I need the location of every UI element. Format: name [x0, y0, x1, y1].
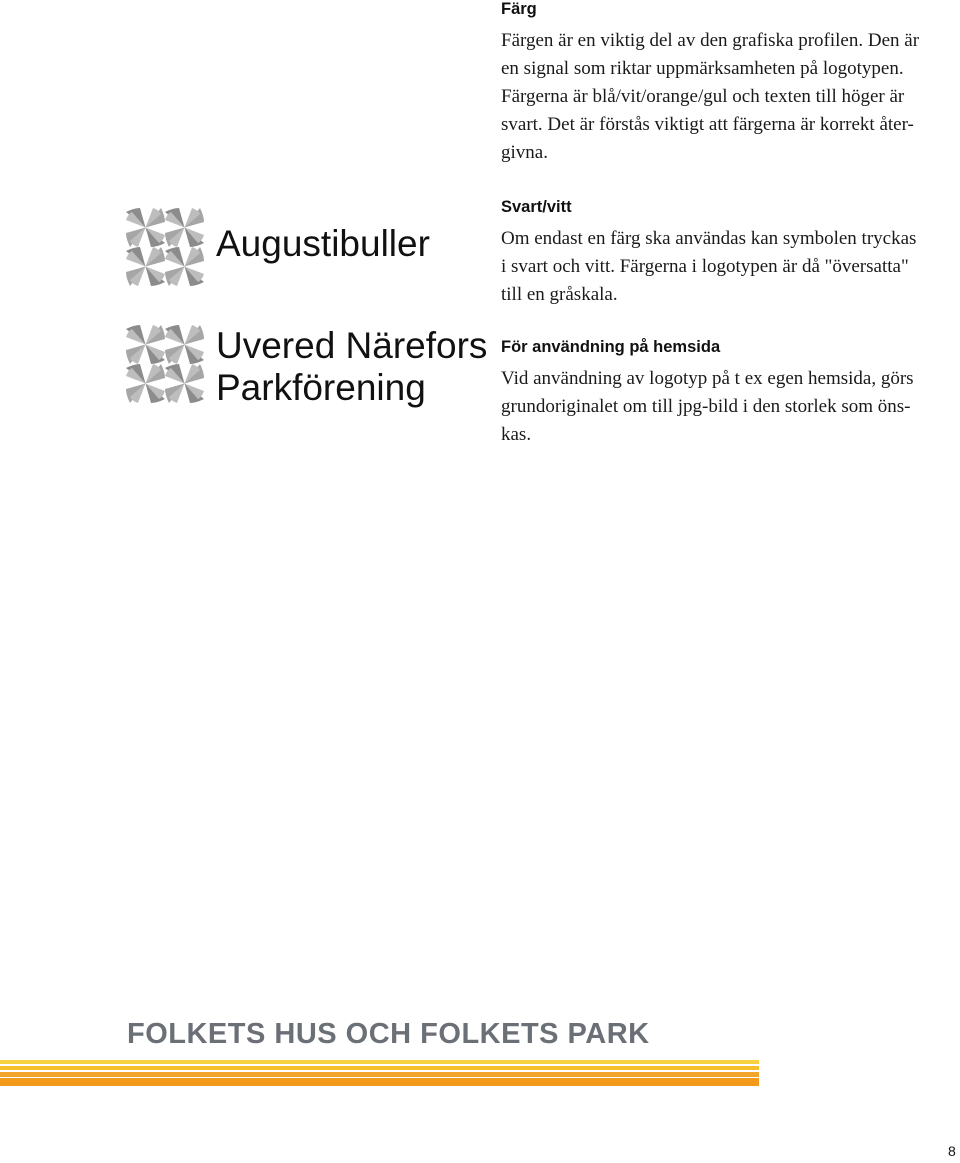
stripe-yellow — [0, 1060, 759, 1064]
section-paragraph: Om endast en färg ska användas kan symbolen tryckas i svart och vitt. Färgerna i logotypen är då "översatta" till en gråskala. — [501, 228, 917, 305]
stripe-gold — [0, 1066, 759, 1070]
footer-title: FOLKETS HUS OCH FOLKETS PARK — [127, 1018, 650, 1050]
pinwheel-mark-icon — [126, 208, 204, 286]
footer-stripes — [0, 1060, 759, 1086]
section-paragraph: Vid användning av logotyp på t ex egen hemsida, görs grundoriginalet om till jpg-bild i den storlek som öns- kas. — [501, 368, 914, 445]
section-hemsida — [501, 338, 951, 449]
section-farg — [501, 0, 951, 167]
stripe-light-orange — [0, 1072, 759, 1077]
page-number: 8 — [948, 1143, 956, 1159]
stripe-orange — [0, 1078, 759, 1086]
logo-name-line: Parkförening — [216, 367, 426, 408]
logo-name-line: Uvered Närefors — [216, 325, 488, 366]
logo-name-line: Augustibuller — [216, 223, 430, 264]
section-heading: Svart/vitt — [501, 198, 572, 216]
section-heading: Färg — [501, 0, 537, 18]
section-paragraph: Färgen är en viktig del av den grafiska profilen. Den är en signal som riktar uppmärksamheten på logotypen. Färgerna är blå/vit/orange/gul och texten till höger är svart. Det är förstås viktigt att färgerna är korrekt åter- givna. — [501, 30, 920, 163]
section-heading: För användning på hemsida — [501, 338, 721, 356]
pinwheel-mark-icon — [126, 325, 204, 403]
section-svart-vitt — [501, 198, 951, 309]
